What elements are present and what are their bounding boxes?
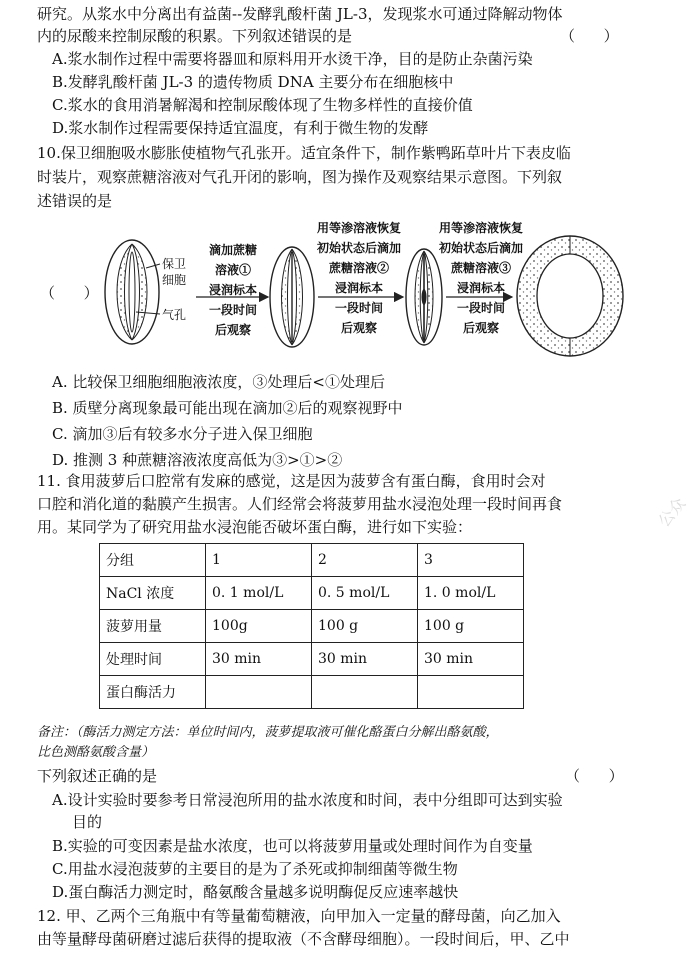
table-cell: 0. 5 mol/L [312, 577, 418, 610]
q11-question: 下列叙述正确的是 [37, 767, 158, 785]
stoma-label: 气孔 [162, 308, 187, 322]
table-cell: NaCl 浓度 [100, 577, 206, 610]
table-cell: 100 g [418, 610, 524, 643]
table-cell: 2 [312, 544, 418, 577]
q11-stem-line3: 用。某同学为了研究用盐水浸泡能否破坏蛋白酶，进行如下实验： [37, 518, 473, 536]
q9-answer-paren: （ ） [560, 27, 619, 45]
table-cell: 蛋白酶活力 [100, 676, 206, 709]
q10-stem-line2: 时装片，观察蔗糖溶液对气孔开闭的影响，图为操作及观察结果示意图。下列叙 [37, 168, 563, 186]
guard-cell-label-1: 保卫 [162, 257, 187, 271]
q9-option-b: B.发酵乳酸杆菌 JL-3 的遗传物质 DNA 主要分布在细胞核中 [52, 73, 454, 91]
q11-stem-line1: 11. 食用菠萝后口腔常有发麻的感觉，这是因为菠萝含有蛋白酶，食用时会对 [37, 472, 546, 490]
table-row [100, 577, 524, 610]
q11-option-a-cont: 目的 [72, 813, 103, 831]
table-cell [206, 676, 312, 709]
q10-stem-line3: 述错误的是 [37, 192, 113, 210]
q9-option-d: D.浆水制作过程需要保持适宜温度，有利于微生物的发酵 [52, 119, 429, 137]
table-cell [418, 676, 524, 709]
q11-option-a: A.设计实验时要参考日常浸泡所用的盐水浓度和时间，表中分组即可达到实验 [52, 791, 563, 809]
table-cell: 30 min [312, 643, 418, 676]
q11-note-line2: 比色测酪氨酸含量） [37, 745, 155, 760]
table-row [100, 676, 524, 709]
q10-option-d: D. 推测 3 种蔗糖溶液浓度高低为③>①>② [52, 451, 343, 469]
table-cell: 30 min [206, 643, 312, 676]
table-cell: 1 [206, 544, 312, 577]
table-cell: 0. 1 mol/L [206, 577, 312, 610]
table-cell: 100g [206, 610, 312, 643]
q10-option-b: B. 质壁分离现象最可能出现在滴加②后的观察视野中 [52, 399, 403, 417]
table-cell: 30 min [418, 643, 524, 676]
q9-stem-line2: 内的尿酸来控制尿酸的积累。下列叙述错误的是 [37, 27, 353, 45]
table-row [100, 544, 524, 577]
q11-stem-line2: 口腔和消化道的黏膜产生损害。人们经常会将菠萝用盐水浸泡处理一段时间再食 [37, 495, 563, 513]
q12-stem-line2: 由等量酵母菌研磨过滤后获得的提取液（不含酵母细胞）。一段时间后，甲、乙中 [37, 930, 570, 948]
q11-answer-paren: （ ） [565, 767, 624, 785]
q11-option-b: B.实验的可变因素是盐水浓度，也可以将菠萝用量或处理时间作为自变量 [52, 837, 533, 855]
q10-stem-line1: 10.保卫细胞吸水膨胀使植物气孔张开。适宜条件下，制作紫鸭跖草叶片下表皮临 [37, 144, 571, 162]
q9-option-c: C.浆水的食用消暑解渴和控制尿酸体现了生物多样性的直接价值 [52, 96, 473, 114]
table-row [100, 610, 524, 643]
q11-option-d: D.蛋白酶活力测定时，酪氨酸含量越多说明酶促反应速率越快 [52, 883, 459, 901]
watermark: 公众 [654, 493, 690, 531]
table-cell: 3 [418, 544, 524, 577]
q11-option-c: C.用盐水浸泡菠萝的主要目的是为了杀死或抑制细菌等微生物 [52, 860, 458, 878]
table-cell: 处理时间 [100, 643, 206, 676]
q11-note-line1: 备注：（酶活力测定方法：单位时间内，菠萝提取液可催化酪蛋白分解出酪氨酸， [37, 725, 499, 740]
table-cell: 分组 [100, 544, 206, 577]
q10-answer-paren: （ ） [40, 284, 99, 302]
table-cell: 1. 0 mol/L [418, 577, 524, 610]
q10-option-c: C. 滴加③后有较多水分子进入保卫细胞 [52, 425, 313, 443]
q9-option-a: A.浆水制作过程中需要将器皿和原料用开水烫干净，目的是防止杂菌污染 [52, 50, 533, 68]
table-cell: 菠萝用量 [100, 610, 206, 643]
step3-label: 用等渗溶液恢复 初始状态后滴加 蔗糖溶液③ 浸润标本 一段时间 后观察 [438, 221, 523, 335]
guard-cell-label-2: 细胞 [162, 273, 187, 287]
stoma-initial-icon [105, 240, 160, 344]
q9-stem-line1: 研究。从浆水中分离出有益菌--发酵乳酸杆菌 JL-3，发现浆水可通过降解动物体 [37, 5, 563, 23]
step1-label: 滴加蔗糖 溶液① 浸润标本 一段时间 后观察 [208, 243, 257, 337]
step2-label: 用等渗溶液恢复 初始状态后滴加 蔗糖溶液② 浸润标本 一段时间 后观察 [316, 221, 401, 335]
q10-option-a: A. 比较保卫细胞细胞液浓度，③处理后<①处理后 [52, 373, 385, 391]
table-cell [312, 676, 418, 709]
table-cell: 100 g [312, 610, 418, 643]
table-row [100, 643, 524, 676]
q12-stem-line1: 12. 甲、乙两个三角瓶中有等量葡萄糖液，向甲加入一定量的酵母菌，向乙加入 [37, 907, 561, 925]
experiment-table [99, 543, 524, 709]
